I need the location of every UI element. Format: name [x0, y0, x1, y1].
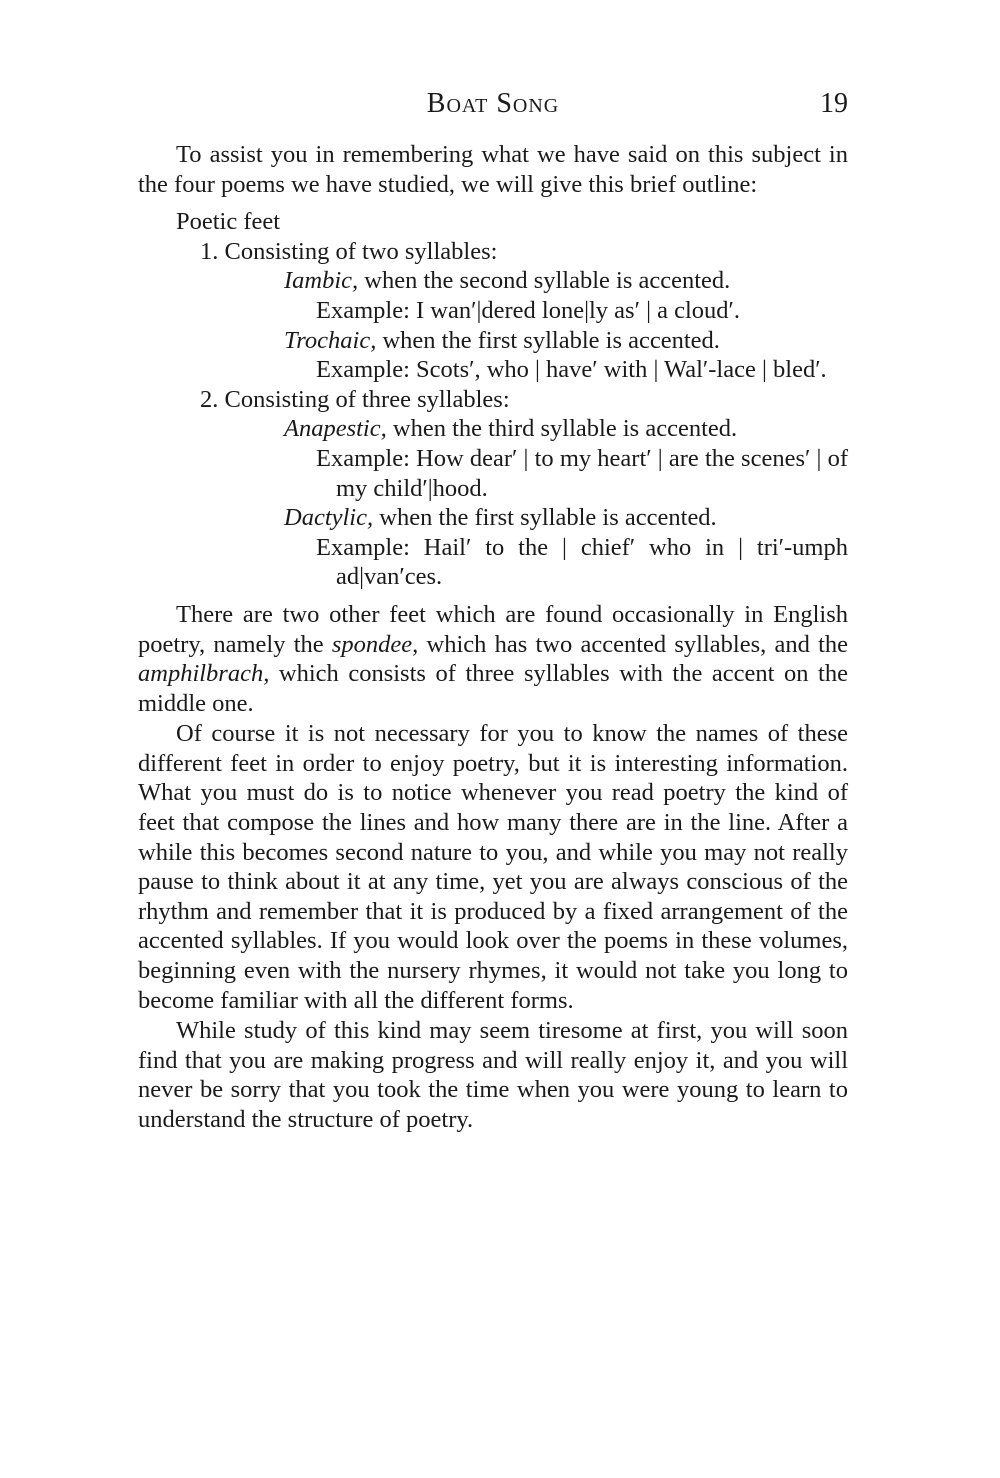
foot-example: Example: I wan′|dered lone|ly as′ | a cloud′. — [316, 296, 741, 324]
outline-item — [138, 503, 848, 533]
foot-term: amphilbrach, — [138, 660, 270, 688]
outline-heading: Poetic feet — [176, 208, 281, 236]
closing-paragraph: While study of this kind may seem tiresome at first, you will soon find that you are making progress and will really enjoy it, and you will never be sorry that you took the time when you were young to learn to understand the structure of poetry. — [138, 1017, 848, 1133]
foot-definition: when the first syllable is accented. — [373, 504, 717, 532]
outline-item — [138, 414, 848, 444]
intro-paragraph: To assist you in remembering what we have said on this subject in the four poems we have studied, we will give this brief outline: — [138, 141, 848, 198]
paragraph-text: which consists of three syllables with the accent on the middle one. — [138, 660, 848, 717]
foot-example: Example: Hail′ to the | chief′ who in | tri′-umph ad|van′ces. — [316, 533, 848, 591]
foot-definition: when the second syllable is accented. — [358, 267, 731, 295]
foot-term: Dactylic, — [284, 504, 374, 532]
foot-term: Trochaic, — [284, 326, 377, 354]
page-number: 19 — [820, 88, 848, 119]
of-course-paragraph: Of course it is not necessary for you to know the names of these different feet in order to enjoy poetry, but it is interesting information. What you must do is to notice whenever you read poetry the kind of feet that compose the lines and how many there are in the line. After a while this becomes second nature to you, and while you may not really pause to think about it at any time, yet you are always conscious of the rhythm and remember that it is produced by a fixed arrangement of the accented syllables. If you would look over the poems in these volumes, beginning even with the nursery rhymes, it would not take you long to become familiar with all the different forms. — [138, 720, 848, 1014]
foot-definition: when the third syllable is accented. — [386, 415, 738, 443]
other-feet-paragraph — [138, 600, 848, 718]
outline-item — [138, 266, 848, 296]
outline-group-label: 2. Consisting of three syllables: — [200, 385, 510, 413]
outline-group-label: 1. Consisting of two syllables: — [200, 237, 498, 265]
foot-term: spondee, — [331, 630, 419, 658]
foot-term: Iambic, — [284, 267, 359, 295]
poetic-feet-outline — [138, 207, 848, 592]
outline-item — [138, 326, 848, 356]
page-title: Boat Song — [426, 88, 560, 119]
paragraph-text: which has two accented syllables, and the — [418, 630, 848, 658]
foot-definition: when the first syllable is accented. — [376, 326, 720, 354]
paragraph-text: There are two other feet which are found occasionally in English poetry, namely the — [138, 600, 848, 658]
foot-term: Anapestic, — [284, 415, 387, 443]
foot-example: Example: How dear′ | to my heart′ | are the scenes′ | of my child′|hood. — [316, 444, 848, 502]
foot-example: Example: Scots′, who | have′ with | Wal′-lace | bled′. — [316, 356, 827, 384]
book-page — [138, 88, 848, 1135]
running-head — [138, 88, 848, 128]
